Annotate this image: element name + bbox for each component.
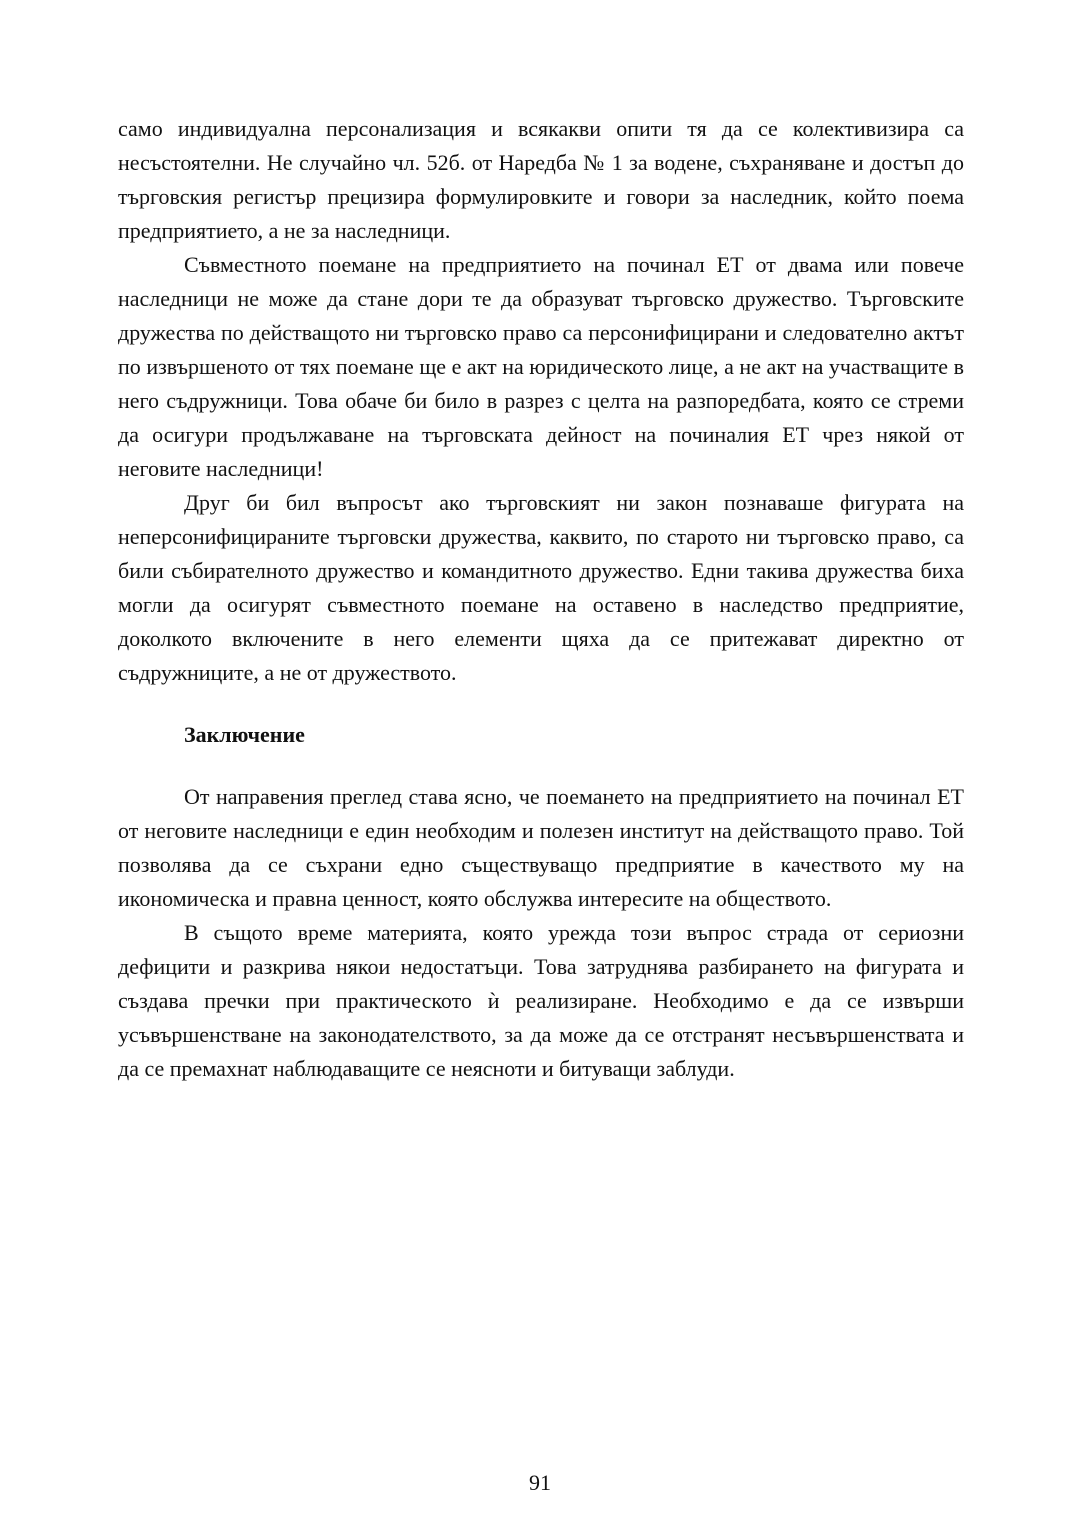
- paragraph-conclusion-2: В същото време материята, която урежда този въпрос страда от сериозни дефицити и разкрива някои недостатъци. Това затруднява разбирането на фигурата и създава пречки при практическото ѝ реализиране. Необходимо е да се извърши усъвършенстване на законодателството, за да може да се отстранят несъвършенствата и да се премахнат наблюдаващите се неясноти и битуващи заблуди.: [118, 920, 964, 1081]
- page-body: [118, 112, 964, 1086]
- page-number: 91: [529, 1470, 551, 1495]
- paragraph-conclusion-1: От направения преглед става ясно, че поемането на предприятието на починал ЕТ от неговите наследници е един необходим и полезен институт на действащото право. Той позволява да се съхрани едно съществуващо предприятие в качеството му на икономическа и правна ценност, която обслужва интересите на обществото.: [118, 784, 964, 911]
- paragraph-unincorporated-companies: Друг би бил въпросът ако търговският ни закон познаваше фигурата на неперсонифицираните търговски дружества, каквито, по старото ни търговско право, са били събирателното дружество и командитното дружество. Едни такива дружества биха могли да осигурят съвместното поемане на оставено в наследство предприятие, доколкото включените в него елементи щяха да се притежават директно от съдружниците, а не от дружеството.: [118, 490, 964, 685]
- paragraph-continuation: само индивидуална персонализация и всякакви опити тя да се колективизира са несъстоятелни. Не случайно чл. 52б. от Наредба № 1 за водене, съхраняване и достъп до търговския регистър прецизира формулировките и говори за наследник, който поема предприятието, а не за наследници.: [118, 116, 964, 243]
- section-heading-conclusion: Заключение: [184, 722, 305, 747]
- paragraph-joint-takeover: Съвместното поемане на предприятието на починал ЕТ от двама или повече наследници не може да стане дори те да образуват търговско дружество. Търговските дружества по действащото ни търговско право са персонифицирани и следователно актът по извършеното от тях поемане ще е акт на юридическото лице, а не акт на участващите в него съдружници. Това обаче би било в разрез с целта на разпоредбата, която се стреми да осигури продължаване на търговската дейност на починалия ЕТ чрез някой от неговите наследници!: [118, 252, 964, 481]
